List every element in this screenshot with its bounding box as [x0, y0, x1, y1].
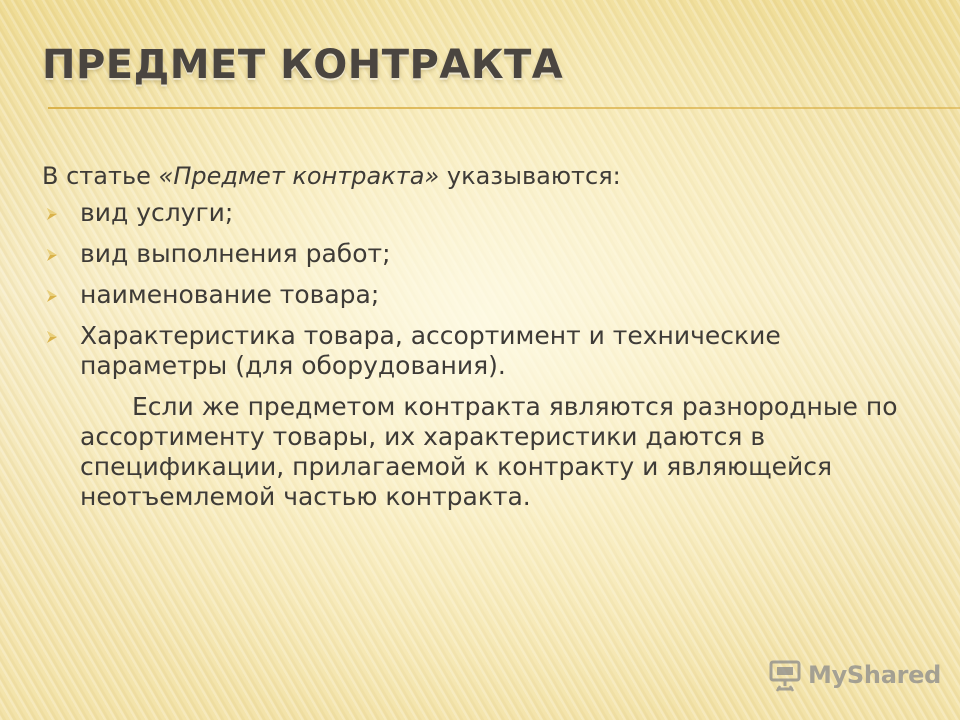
presentation-board-icon — [768, 658, 802, 692]
arrowhead-bullet-icon — [46, 249, 58, 261]
watermark-text: MyShared — [808, 661, 941, 689]
intro-line — [42, 160, 932, 192]
intro-before: В статье — [42, 162, 159, 190]
watermark-logo — [768, 655, 941, 695]
arrowhead-bullet-icon — [46, 290, 58, 302]
bullet-text: Характеристика товара, ассортимент и технические параметры (для оборудования). — [80, 321, 781, 380]
list-item — [42, 321, 930, 381]
body-paragraph: Если же предметом контракта являются разнородные по ассортименту товары, их характеристики даются в спецификации, прилагаемой к контракту и являющейся неотъемлемой частью контракта. — [80, 392, 898, 511]
arrowhead-bullet-icon — [46, 208, 58, 220]
list-item — [42, 280, 930, 310]
list-item — [42, 239, 930, 269]
title-underline — [48, 107, 960, 109]
list-item — [42, 198, 930, 228]
bullet-text: вид выполнения работ; — [80, 239, 391, 268]
slide-title: ПРЕДМЕТ КОНТРАКТА — [42, 42, 564, 88]
slide-body — [42, 160, 932, 512]
intro-after: указываются: — [439, 162, 621, 190]
arrowhead-bullet-icon — [46, 331, 58, 343]
intro-quoted: «Предмет контракта» — [158, 162, 440, 190]
bullet-text: наименование товара; — [80, 280, 380, 309]
bullet-text: вид услуги; — [80, 198, 234, 227]
bullet-list — [42, 198, 932, 381]
